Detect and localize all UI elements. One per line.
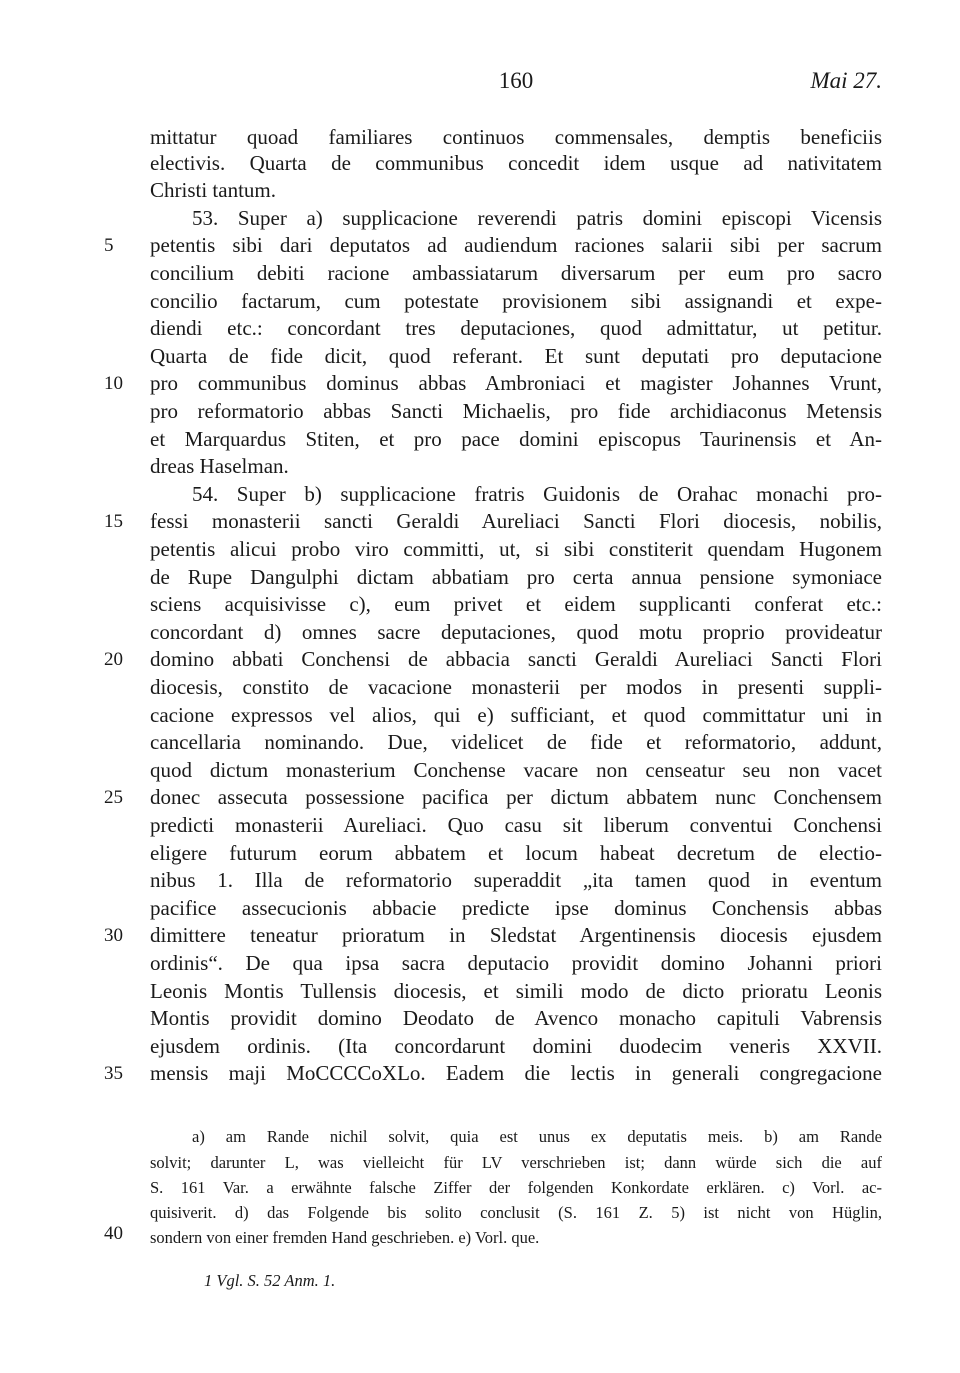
text-line: ejusdem ordinis. (Ita concordarunt domini duodecim veneris XXVII. [150,1034,882,1058]
text-line: Quarta de fide dicit, quod referant. Et sunt deputati pro deputacione [150,344,882,368]
text-line: nibus 1. Illa de reformatorio superaddit „ita tamen quod in eventum [150,868,882,892]
line-number: 30 [104,925,123,946]
running-head: Mai 27. [810,68,882,93]
text-line: mensis maji MoCCCCoXLo. Eadem die lectis in generali congregacione [150,1061,882,1085]
text-line: Christi tantum. [150,178,276,202]
line-number: 5 [104,235,114,256]
text-line: dreas Haselman. [150,454,289,478]
text-line: Montis providit domino Deodato de Avenco monacho capituli Vabrensis [150,1006,882,1030]
text-line: petentis sibi dari deputatos ad audiendum raciones salarii sibi per sacrum [150,233,882,257]
line-number: 15 [104,511,123,532]
text-line: et Marquardus Stiten, et pro pace domini episcopus Taurinensis et An- [150,427,882,451]
footnote-line: a) am Rande nichil solvit, quia est unus ex deputatis meis. b) am Rande [192,1127,882,1146]
footnote-line: solvit; darunter L, was vielleicht für LV verschrieben ist; dann würde sich die auf [150,1153,882,1172]
text-line: petentis alicui probo viro committi, ut, si sibi constiterit quendam Hugonem [150,537,882,561]
text-line: domino abbati Conchensi de abbacia sancti Geraldi Aureliaci Sancti Flori [150,647,882,671]
text-line: 53. Super a) supplicacione reverendi patris domini episcopi Vicensis [192,206,882,230]
footnote-line: quisiverit. d) das Folgende bis solito conclusit (S. 161 Z. 5) ist nicht von Hüglin, [150,1203,882,1222]
page-header [150,68,882,100]
line-number: 35 [104,1063,123,1084]
text-line: cacione expressos vel alios, qui e) sufficiant, et quod committatur uni in [150,703,882,727]
text-line: predicti monasterii Aureliaci. Quo casu sit liberum conventui Conchensi [150,813,882,837]
text-line: pro reformatorio abbas Sancti Michaelis, pro fide archidiaconus Metensis [150,399,882,423]
text-line: concordant d) omnes sacre deputaciones, quod motu proprio provideatur [150,620,882,644]
text-line: mittatur quoad familiares continuos commensales, demptis beneficiis [150,125,882,149]
text-line: dimittere teneatur prioratum in Sledstat Argentinensis diocesis ejusdem [150,923,882,947]
endnote: 1 Vgl. S. 52 Anm. 1. [204,1271,336,1290]
text-line: concilium debiti racione ambassiatarum diversarum per eum pro sacro [150,261,882,285]
text-line: fessi monasterii sancti Geraldi Aureliaci Sancti Flori diocesis, nobilis, [150,509,882,533]
text-line: pro communibus dominus abbas Ambroniaci et magister Johannes Vrunt, [150,371,882,395]
footnote-line: sondern von einer fremden Hand geschrieben. e) Vorl. que. [150,1228,540,1247]
line-number: 20 [104,649,123,670]
footnote-line: S. 161 Var. a erwähnte falsche Ziffer der folgenden Konkordate erklären. c) Vorl. ac- [150,1178,882,1197]
text-line: donec assecuta possessione pacifica per dictum abbatem nunc Conchensem [150,785,882,809]
text-line: Leonis Montis Tullensis diocesis, et simili modo de dicto prioratu Leonis [150,979,882,1003]
text-line: diocesis, constito de vacacione monasterii per modos in presenti suppli- [150,675,882,699]
text-line: eligere futurum eorum abbatem et locum habeat decretum de electio- [150,841,882,865]
text-line: sciens acquisivisse c), eum privet et eidem supplicanti conferat etc.: [150,592,882,616]
text-line: ordinis“. De qua ipsa sacra deputacio providit domino Johanni priori [150,951,882,975]
line-number: 25 [104,787,123,808]
text-line: diendi etc.: concordant tres deputaciones, quod admittatur, ut petitur. [150,316,882,340]
line-number: 40 [104,1223,123,1244]
line-number: 10 [104,373,123,394]
text-line: electivis. Quarta de communibus concedit idem usque ad nativitatem [150,151,882,175]
text-line: de Rupe Dangulphi dictam abbatiam pro certa annua pensione symoniace [150,565,882,589]
text-line: cancellaria nominando. Due, videlicet de fide et reformatorio, addunt, [150,730,882,754]
page-number: 160 [498,68,534,93]
text-line: concilio factarum, cum potestate provisionem sibi assignandi et expe- [150,289,882,313]
text-line: pacifice assecucionis abbacie predicte ipse dominus Conchensis abbas [150,896,882,920]
text-line: 54. Super b) supplicacione fratris Guidonis de Orahac monachi pro- [192,482,882,506]
text-line: quod dictum monasterium Conchense vacare non censeatur seu non vacet [150,758,882,782]
